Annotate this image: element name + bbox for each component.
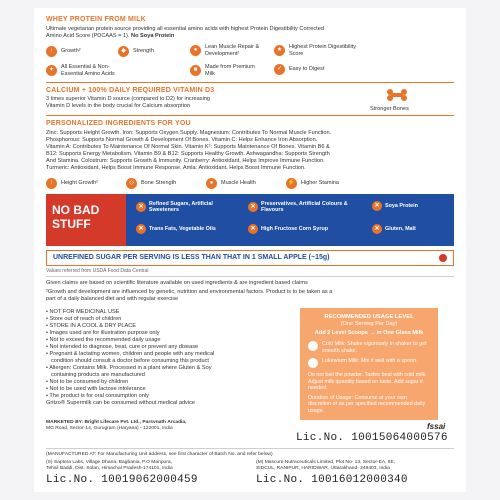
no-bad-item <box>136 224 240 234</box>
no-bad-line-1: NO BAD <box>52 203 100 217</box>
usage-box <box>300 308 438 420</box>
ingredients-line: And Stamina. Colostrum: Supports Growth & Immunity. Cranberry: Antioxidant, Helps Improve Immune Function. <box>46 158 325 164</box>
ingredients-text <box>46 130 458 172</box>
no-bad-line-2: STUFF <box>52 217 91 231</box>
unit-line: (M) Mascure Nutraceuticals Limited, Plot No- 13, Sector-EA, IIE, <box>256 460 396 465</box>
claims-line: part of a daily balanced diet and with regular exercise <box>46 296 179 302</box>
digest-icon: ✓ <box>274 64 285 75</box>
warning-item: • Not to be used with lactose intolerance <box>46 386 146 392</box>
benefit-growth <box>46 46 116 57</box>
amino-acids-icon: ✦ <box>46 65 57 76</box>
no-bad-item <box>248 201 364 214</box>
benefit-label: Strength <box>133 48 154 55</box>
benefit-muscle-health <box>206 178 256 189</box>
strength-icon: ◆ <box>118 46 129 57</box>
divider <box>46 82 454 83</box>
bone-strength-icon: ◇ <box>126 178 137 189</box>
muscle-icon: ● <box>190 45 201 56</box>
benefit-muscle <box>190 44 268 57</box>
manufactured-note: (MANUFACTURED AT: For Manufacturing Unit address, see first character of Batch No. and refer below) <box>46 452 273 457</box>
marketer-text <box>46 420 286 432</box>
warning-item: • Not to be consumed by children <box>46 379 129 385</box>
whey-desc-bold: No Soya Protein <box>131 33 175 39</box>
stamina-icon: ⚡ <box>286 178 297 189</box>
no-bad-item-label: High Fructose Corn Syrup <box>261 225 329 232</box>
digestibility-icon: ★ <box>274 45 285 56</box>
sugar-claim-box <box>46 250 454 266</box>
preservative-icon: ✕ <box>248 202 258 212</box>
warning-item: • The product is for oral consumption only <box>46 393 149 399</box>
usage-title: RECOMMENDED USAGE LEVEL <box>324 314 414 320</box>
no-bad-stuff-label <box>46 194 126 246</box>
apple-icon <box>439 254 447 262</box>
warnings-list <box>46 309 256 407</box>
muscle-health-icon: ● <box>206 178 217 189</box>
stronger-bones-label: Stronger Bones <box>370 106 409 112</box>
no-bad-item-label: Soya Protein <box>385 202 418 209</box>
marketer-line: MARKETED BY: Bright Lifecare Pvt. Ltd., Parsvnath Arcadia, <box>46 420 187 425</box>
warning-item: • STORE IN A COOL & DRY PLACE <box>46 323 137 329</box>
divider <box>46 448 454 449</box>
no-bad-item <box>136 201 240 214</box>
benefit-digestibility <box>274 44 356 57</box>
whey-desc-2-text: Amino Acid Score (PDCAAS = 1). <box>46 33 130 39</box>
benefit-label: Made from Premium Milk <box>205 64 255 77</box>
benefit-label: Height Growth² <box>61 180 98 187</box>
warning-item: • NOT FOR MEDICINAL USE <box>46 309 120 315</box>
unit-line: Tehsil Baddi, Dist. Solan, Himachal Pradesh-174101, India <box>46 466 173 471</box>
unit-1-address <box>46 460 246 472</box>
benefit-stamina <box>286 178 339 189</box>
benefit-label: All Essential & Non-Essential Amino Acids <box>61 64 115 77</box>
whey-desc-1: Ultimate vegetarian protein source providing all essential amino acids with highest Protein Digestibility Corrected <box>46 26 324 32</box>
benefit-label: Highest Protein Digestibility Score <box>289 44 356 57</box>
license-unit-1: Lic.No. 10019062000459 <box>46 474 198 486</box>
usage-instruction: Add 2 Level Scoops → in One Glass Milk <box>314 330 424 336</box>
no-bad-item-label: Preservatives, Artificial Colours & Flavours <box>261 201 348 214</box>
marketer-line: MG Road, Sector-14, Gurugram (Haryana) - 122001, India <box>46 426 173 431</box>
warning-item: • Allergen: Contains Milk. Processed in a plant where Gluten & Soy <box>46 365 212 371</box>
benefit-label: Higher Stamina <box>301 180 339 187</box>
warning-item: • Not intended to diagnose, treat, cure or prevent any disease <box>46 344 199 350</box>
claims-line: ²Growth and development are influenced by genetic, nutrition and environmental factors. Product is to be taken as a <box>46 289 333 295</box>
usage-cold: Cold Milk: Shake vigorously in shaker to get smooth shake. <box>322 341 427 354</box>
warning-item: • Not to exceed the recommended daily usage <box>46 337 161 343</box>
usage-subtitle: (One Serving Per Day) <box>340 321 398 327</box>
sugar-icon: ✕ <box>136 202 146 212</box>
ingredients-line: Phosphorous: Supports Normal Growth & Development Of Bones. Vitamin C: Helps Enhance Iron Absorption. <box>46 137 318 143</box>
benefit-bone <box>126 178 176 189</box>
no-bad-item <box>372 201 448 211</box>
ingredients-line: Zinc: Supports Height Growth. Iron: Supports Oxygen Supply. Magnesium: Contributes To Normal Muscle Function. <box>46 130 332 136</box>
no-bad-stuff-banner <box>46 194 454 246</box>
warning-item: condition should consult a doctor before consuming this product <box>51 358 209 364</box>
benefit-label: Bone Strength <box>141 180 177 187</box>
benefit-height <box>46 178 98 189</box>
no-bad-item-label: Gluten, Malt <box>385 225 416 232</box>
unit-2-address <box>256 460 462 472</box>
unit-line: SIDCUL, RANIPUR, HARIDWAR, Uttarakhand- 249403, India <box>256 466 390 471</box>
calcium-desc-2: Vitamin D levels in the body crucial for Calcium absorption <box>46 103 191 109</box>
claims-line: Given claims are based on scientific literature available on used ingredients & are ingredient based claims <box>46 280 308 286</box>
no-bad-item-label: Trans Fats, Vegetable Oils <box>149 225 216 232</box>
benefit-strength <box>118 46 188 57</box>
ingredients-line: Vitamin A: Contributes To Maintenance Of Normal Skin. Vitamin K²: Supports Maintenance Of Bones. Vitamin B6 & <box>46 144 330 150</box>
claims-text <box>46 280 458 303</box>
benefit-label: Easy to Digest <box>289 66 325 73</box>
corn-syrup-icon: ✕ <box>248 224 258 234</box>
warning-item: Gritzo® Supermilk can be consumed without medical advice <box>46 400 196 406</box>
shaker-icon <box>308 341 318 351</box>
no-bad-item <box>372 224 448 234</box>
ingredients-line: B12: Supports Energy Metabolism. Vitamin B9 & B12: Supports Healthy Growth. Ashwagandha: Supports Strength <box>46 151 330 157</box>
usage-note: Do not boil the powder. Tastes best with cold milk. Adjust milk quantity based on taste. Add sugar if needed. <box>308 372 427 391</box>
divider <box>46 276 454 277</box>
sugar-source: Values referred from USDA Food Data Central <box>46 268 149 274</box>
usage-warm: Lukewarm Milk: Mix it well with a spoon. <box>322 358 418 364</box>
license-unit-2: Lic.No. 10016012000340 <box>256 474 408 486</box>
no-bad-item <box>248 224 364 234</box>
trans-fat-icon: ✕ <box>136 224 146 234</box>
whey-title: WHEY PROTEIN FROM MILK <box>46 16 146 23</box>
label-panel <box>34 8 466 492</box>
fssai-logo: fssai <box>427 422 446 431</box>
height-icon: ↑ <box>46 178 57 189</box>
calcium-desc-1: 3 times superior Vitamin D source (compared to D2) for increasing <box>46 96 211 102</box>
usage-duration: Duration of Usage: Consume at your own discretion or as per specified recommended daily usage. <box>308 394 426 414</box>
growth-icon: ↑ <box>46 46 57 57</box>
usage-cold-row <box>308 341 430 354</box>
warning-item: • Store out of reach of children <box>46 316 122 322</box>
bone-icon <box>386 88 408 102</box>
benefit-label: Muscle Health <box>221 180 256 187</box>
usage-warm-row <box>308 358 430 368</box>
ingredients-line: Turmeric: Antioxidant, Helps Boost Immune Response. Amla: Antioxidant, Helps Boost Immune Function. <box>46 165 306 171</box>
no-bad-item-label: Refined Sugars, Artificial Sweeteners <box>149 201 213 214</box>
divider <box>46 115 454 116</box>
benefit-label: Lean Muscle Repair & Development² <box>205 44 260 57</box>
milk-icon: ■ <box>190 65 201 76</box>
license-main: Lic.No. 10015064000576 <box>296 432 448 444</box>
warning-item: containing products are manufactured <box>51 372 145 378</box>
benefit-milk <box>190 64 262 77</box>
benefit-amino <box>46 64 120 77</box>
benefit-digest <box>274 64 334 75</box>
soya-icon: ✕ <box>372 201 382 211</box>
personalized-title: PERSONALIZED INGREDIENTS FOR YOU <box>46 120 191 127</box>
unit-line: (S) Saptera Labs, Village Dhana, Bagbania, P.O Manpura, <box>46 460 172 465</box>
spoon-icon <box>308 358 318 368</box>
warning-item: • Images used are for illustration purpose only <box>46 330 160 336</box>
benefit-label: Growth² <box>61 48 81 55</box>
calcium-title: CALCIUM + 100% DAILY REQUIRED VITAMIN D3 <box>46 87 215 94</box>
sugar-headline: UNREFINED SUGAR PER SERVING IS LESS THAN THAT IN 1 SMALL APPLE (~15g) <box>53 254 330 261</box>
gluten-icon: ✕ <box>372 224 382 234</box>
whey-desc-2 <box>46 33 174 40</box>
warning-item: • Pregnant & lactating women, children and people with any medical <box>46 351 215 357</box>
